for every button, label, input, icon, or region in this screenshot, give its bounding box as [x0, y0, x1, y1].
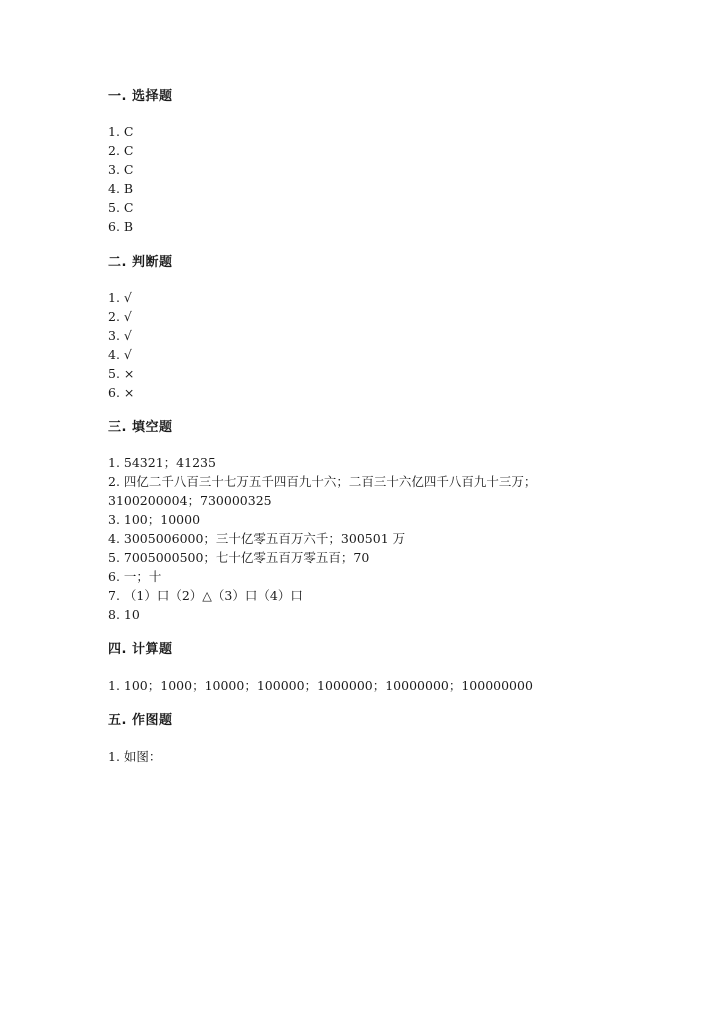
answer-item: 4. √ — [108, 347, 132, 362]
answer-item: 1. 54321；41235 — [108, 455, 216, 470]
answer-item: 5. C — [108, 200, 134, 215]
answer-item: 5. 7005000500；七十亿零五百万零五百；70 — [108, 550, 370, 565]
answer-item: 4. 3005006000；三十亿零五百万六千；300501 万 — [108, 531, 406, 546]
answer-item: 4. B — [108, 181, 134, 196]
answer-item: 3. C — [108, 162, 134, 177]
answer-item: 3. 100；10000 — [108, 512, 201, 527]
answer-item-continuation: 3100200004；730000325 — [108, 493, 272, 508]
section-title-calculation: 四. 计算题 — [108, 642, 173, 657]
answer-item: 2. √ — [108, 309, 132, 324]
section-title-fill-in: 三. 填空题 — [108, 420, 173, 435]
answer-item: 2. 四亿二千八百三十七万五千四百九十六；二百三十六亿四千八百九十三万； — [108, 474, 537, 489]
section-title-multiple-choice: 一. 选择题 — [108, 89, 173, 104]
answer-item: 1. C — [108, 124, 134, 139]
answer-item: 2. C — [108, 143, 134, 158]
section-title-true-false: 二. 判断题 — [108, 255, 173, 270]
answer-item: 1. √ — [108, 290, 132, 305]
answer-item: 7. （1）口（2）△（3）口（4）口 — [108, 588, 303, 603]
answer-item: 6. 一；十 — [108, 569, 162, 584]
answer-item: 1. 如图： — [108, 749, 162, 764]
answer-item: 1. 100；1000；10000；100000；1000000；10000000；100000000 — [108, 678, 533, 693]
answer-item: 3. √ — [108, 328, 132, 343]
answer-item: 8. 10 — [108, 607, 140, 622]
answer-item: 6. B — [108, 219, 134, 234]
answer-item: 5. × — [108, 366, 135, 381]
section-title-drawing: 五. 作图题 — [108, 713, 173, 728]
answer-item: 6. × — [108, 385, 135, 400]
